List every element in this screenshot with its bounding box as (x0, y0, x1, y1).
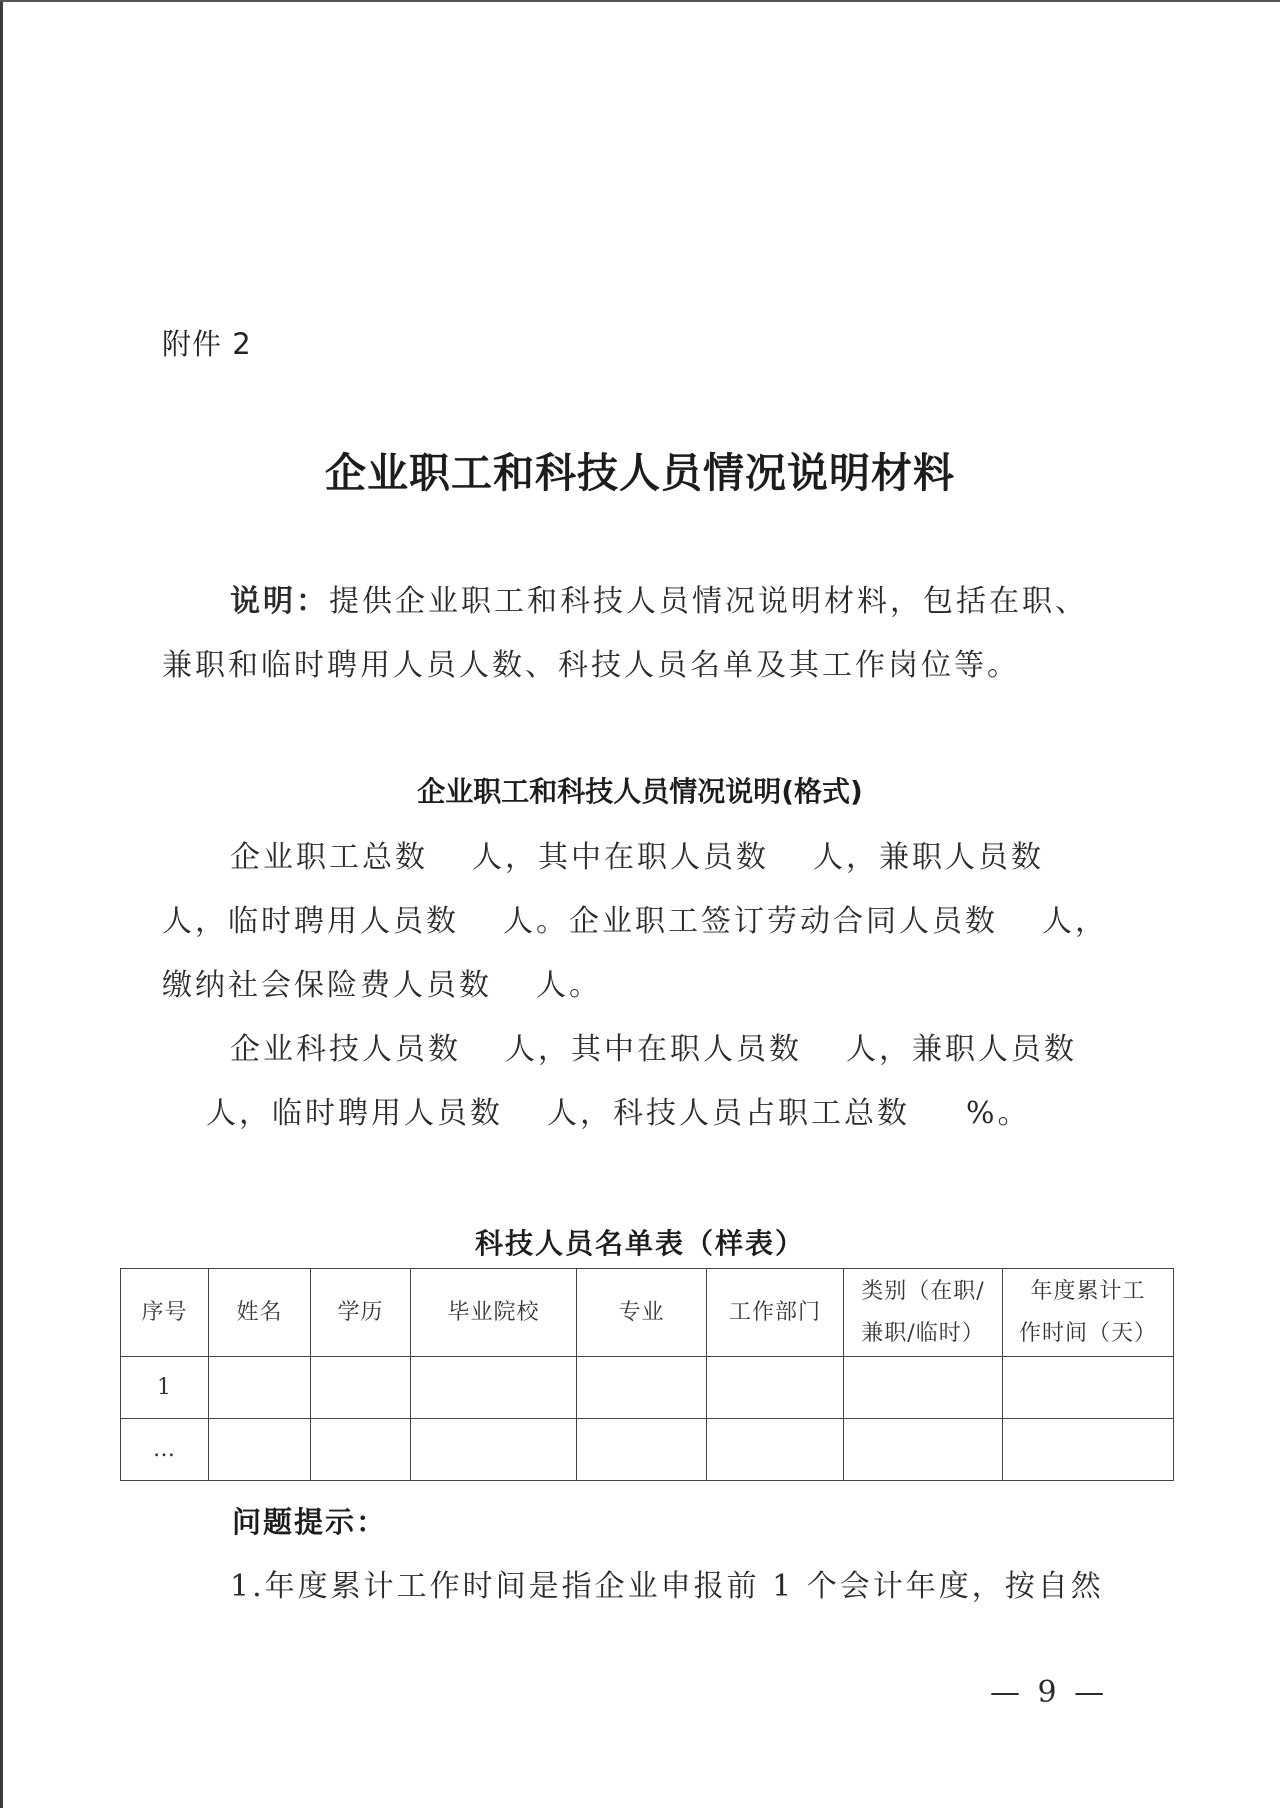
header-worktime (1003, 1269, 1174, 1357)
cell-seq: … (121, 1419, 209, 1481)
tech-text-6: %。 (966, 1096, 1031, 1131)
cell-department (707, 1419, 844, 1481)
cell-seq: 1 (121, 1357, 209, 1419)
cell-school (411, 1419, 577, 1481)
note-label: 说明： (230, 584, 329, 619)
tech-text-4: 人，临时聘用人员数 (206, 1096, 503, 1131)
hints-title: 问题提示： (232, 1505, 388, 1539)
cell-major (577, 1357, 707, 1419)
cell-school (411, 1357, 577, 1419)
cell-worktime (1003, 1357, 1174, 1419)
tech-text-3: 人，兼职人员数 (846, 1032, 1077, 1067)
page-edge-top (0, 0, 1280, 2)
staff-paragraph (162, 826, 1112, 1018)
table-row (121, 1419, 1174, 1481)
header-school: 毕业院校 (411, 1269, 577, 1357)
header-category-line1: 类别（在职/ (861, 1278, 985, 1304)
header-worktime-line2: 作时间（天） (1018, 1320, 1157, 1346)
table-header-row (121, 1269, 1174, 1357)
cell-department (707, 1357, 844, 1419)
cell-name (209, 1419, 311, 1481)
format-section-title: 企业职工和科技人员情况说明(格式) (417, 775, 863, 808)
header-department: 工作部门 (707, 1269, 844, 1357)
cell-category (844, 1357, 1003, 1419)
cell-education (311, 1419, 411, 1481)
staff-text-4: 人，临时聘用人员数 (162, 904, 459, 939)
roster-table-title: 科技人员名单表（样表） (474, 1227, 805, 1260)
page-number: — 9 — (990, 1675, 1109, 1710)
header-seq: 序号 (121, 1269, 209, 1357)
header-education: 学历 (311, 1269, 411, 1357)
note-text: 提供企业职工和科技人员情况说明材料，包括在职、兼职和临时聘用人员人数、科技人员名单及其工作岗位等。 (162, 584, 1088, 683)
staff-text-3: 人，兼职人员数 (813, 840, 1044, 875)
tech-text-1: 企业科技人员数 (230, 1032, 461, 1067)
staff-text-1: 企业职工总数 (230, 840, 428, 875)
header-major: 专业 (577, 1269, 707, 1357)
header-category-line2: 兼职/临时） (861, 1320, 985, 1346)
staff-text-7: 人。 (536, 968, 602, 1003)
staff-text-6: 人，缴纳社会保险费人员数 (162, 904, 1108, 1003)
cell-name (209, 1357, 311, 1419)
cell-category (844, 1419, 1003, 1481)
cell-worktime (1003, 1419, 1174, 1481)
staff-text-5: 人。企业职工签订劳动合同人员数 (503, 904, 998, 939)
page-edge (0, 0, 3, 1808)
header-category (844, 1269, 1003, 1357)
tech-paragraph (162, 1018, 1112, 1146)
tech-text-2: 人，其中在职人员数 (505, 1032, 802, 1067)
cell-education (311, 1357, 411, 1419)
roster-table (120, 1268, 1174, 1481)
table-row (121, 1357, 1174, 1419)
cell-major (577, 1419, 707, 1481)
header-name: 姓名 (209, 1269, 311, 1357)
note-paragraph (162, 570, 1112, 698)
attachment-label: 附件 2 (162, 327, 252, 361)
hint-item-1 (162, 1555, 1112, 1619)
staff-text-2: 人，其中在职人员数 (472, 840, 769, 875)
document-title: 企业职工和科技人员情况说明材料 (325, 449, 955, 497)
hint-item-1-text: 1.年度累计工作时间是指企业申报前 1 个会计年度，按自然 (230, 1569, 1104, 1604)
tech-text-5: 人，科技人员占职工总数 (547, 1096, 910, 1131)
header-worktime-line1: 年度累计工 (1030, 1278, 1146, 1304)
